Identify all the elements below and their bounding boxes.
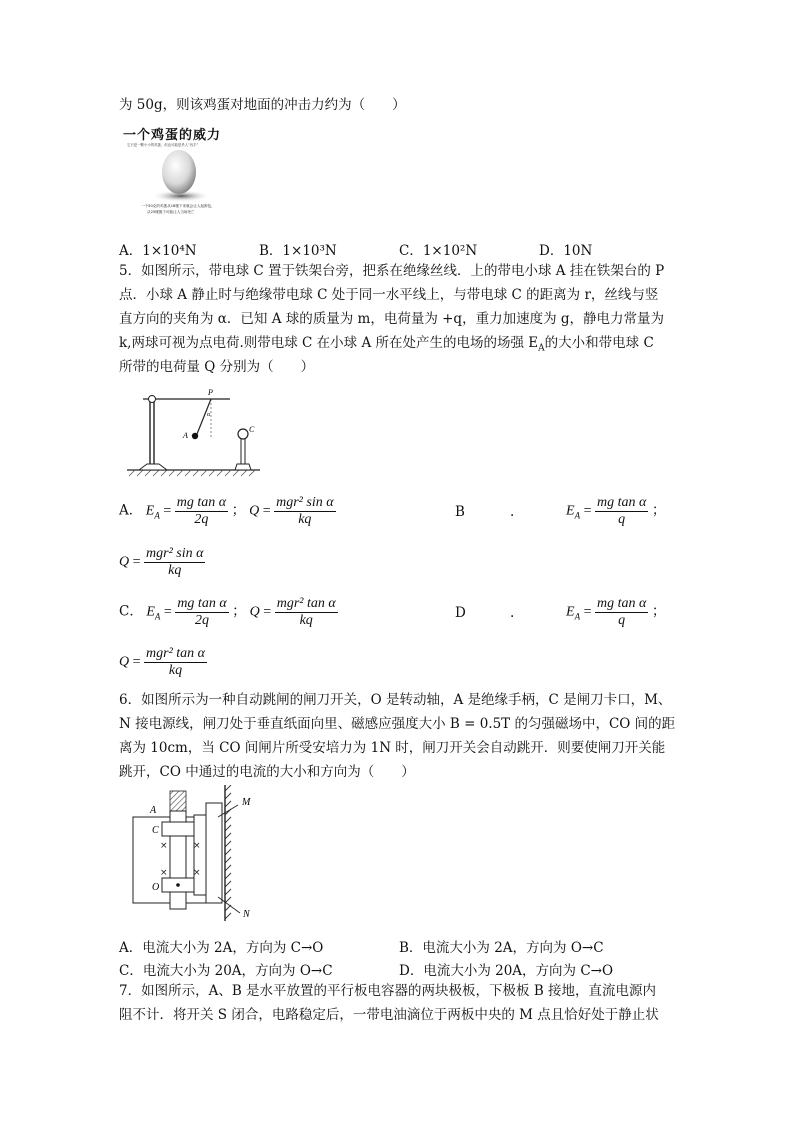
q5-option-d-e[interactable] bbox=[566, 596, 666, 629]
label-m: M bbox=[242, 797, 251, 808]
q5-d-eq2: = bbox=[129, 654, 145, 670]
pivot-dot bbox=[176, 883, 180, 887]
q5-line-4-sub: A bbox=[538, 343, 545, 354]
clip-c bbox=[162, 822, 194, 836]
poster-subtitle: 它只是一颗小小的鸡蛋，但也可能是杀人“凶手” bbox=[127, 143, 199, 147]
q5-line-4-head: k,两球可视为点电荷.则带电球 C 在小球 A 所在处产生的电场的场强 E bbox=[119, 335, 539, 351]
q7-line-2: 阻不计．将开关 S 闭合，电路稳定后，一带电油滴位于两板中央的 M 点且恰好处于静止状 bbox=[119, 1007, 659, 1023]
q5-c-frac-e bbox=[175, 596, 228, 629]
q5-b-semi: ； bbox=[651, 503, 666, 519]
poster-title: 一个鸡蛋的威力 bbox=[123, 128, 222, 143]
handle-hatched bbox=[170, 791, 186, 811]
q5-c-e: E bbox=[146, 604, 155, 620]
poster-caption-1: 一个50克的鸡蛋从18楼下来就会让人起肿包， bbox=[141, 204, 215, 208]
poster-caption-2: 从25楼抛下可能让人当场死亡 bbox=[147, 210, 195, 214]
q5-b-e: E bbox=[566, 503, 575, 519]
q5-option-d-dot: . bbox=[510, 605, 515, 621]
contact-block bbox=[194, 815, 206, 895]
q5-b-frac-q bbox=[144, 546, 205, 579]
q5-c-den-e: 2q bbox=[194, 613, 209, 628]
label-alpha: α bbox=[207, 412, 211, 418]
q5-option-c[interactable] bbox=[119, 596, 338, 629]
egg-poster-image bbox=[121, 122, 241, 224]
q5-b-e-sub: A bbox=[574, 510, 581, 521]
q4-text: 为 50g，则该鸡蛋对地面的冲击力约为（ ） bbox=[119, 97, 406, 113]
label-o: O bbox=[152, 882, 160, 893]
q5-line-3: 直方向的夹角为 α．已知 A 球的质量为 m，电荷量为 +q，重力加速度为 g，静电力常量为 bbox=[119, 311, 665, 327]
q5-d-num-e: mg tan α bbox=[596, 596, 647, 611]
q5-b-eq2: = bbox=[129, 554, 145, 570]
q4-option-b[interactable]: B．1×10³N bbox=[259, 243, 337, 259]
q5-option-b-dot: . bbox=[510, 504, 515, 520]
label-a: A bbox=[150, 805, 157, 816]
svg-text:×: × bbox=[193, 868, 201, 878]
q6-figure bbox=[128, 785, 268, 921]
q5-line-4 bbox=[119, 334, 654, 358]
q4-option-a[interactable]: A．1×10⁴N bbox=[119, 243, 197, 259]
q5-c-frac-q bbox=[275, 596, 338, 629]
q5-c-eq2: = bbox=[259, 604, 275, 620]
c-stand-base bbox=[235, 464, 251, 470]
svg-text:×: × bbox=[160, 841, 168, 851]
q5-c-semi: ； bbox=[232, 604, 247, 620]
svg-text:×: × bbox=[160, 868, 168, 878]
q5-a-frac-e bbox=[175, 495, 228, 528]
q5-b-num-e: mg tan α bbox=[596, 495, 647, 510]
q5-d-den-e: q bbox=[618, 613, 626, 628]
q5-b-frac-e bbox=[595, 495, 648, 528]
label-p: P bbox=[208, 388, 213, 397]
q5-d-den-q: kq bbox=[168, 663, 183, 678]
q5-line-2: 点．小球 A 静止时与绝缘带电球 C 处于同一水平线上，与带电球 C 的距离为 r，丝线与竖 bbox=[119, 287, 659, 303]
q5-b-q: Q bbox=[119, 554, 130, 570]
q5-a-e-sub: A bbox=[154, 510, 160, 521]
q5-c-e-sub: A bbox=[154, 611, 161, 622]
q5-b-den-q: kq bbox=[168, 563, 182, 578]
q7-line-1: 7．如图所示，A、B 是水平放置的平行板电容器的两块极板，下极板 B 接地，直流电源内 bbox=[119, 983, 657, 999]
ball-a bbox=[192, 433, 198, 439]
q5-d-semi: ； bbox=[651, 604, 666, 620]
q5-a-frac-q bbox=[274, 495, 335, 528]
q5-option-b-label[interactable]: B bbox=[455, 504, 465, 520]
q5-c-den-q: kq bbox=[299, 613, 313, 628]
q6-figure-svg bbox=[128, 785, 268, 921]
q5-line-4-tail: 的大小和带电球 C bbox=[544, 335, 654, 351]
q5-option-a[interactable] bbox=[119, 495, 336, 528]
q5-figure-svg bbox=[125, 384, 265, 478]
q5-c-eq1: = bbox=[160, 604, 176, 620]
q5-option-b-q[interactable] bbox=[119, 546, 205, 579]
label-a: A bbox=[183, 431, 188, 440]
q6-line-2: N 接电源线，闸刀处于垂直纸面向里、磁感应强度大小 B = 0.5T 的匀强磁场中，CO 间的距 bbox=[119, 716, 676, 732]
q5-d-num-q: mgr² tan α bbox=[146, 646, 206, 661]
q5-a-eq1: = bbox=[159, 503, 175, 519]
q5-d-frac-e bbox=[595, 596, 648, 629]
q6-option-c[interactable]: C．电流大小为 20A，方向为 O→C bbox=[119, 963, 333, 979]
q5-a-den-q: kq bbox=[298, 512, 312, 527]
q5-d-frac-q bbox=[144, 646, 207, 679]
q5-a-num-q: mgr² sin α bbox=[276, 495, 334, 510]
label-n: N bbox=[243, 909, 250, 920]
svg-text:×: × bbox=[193, 841, 201, 851]
label-c: C bbox=[249, 425, 255, 434]
ball-c bbox=[238, 429, 248, 439]
q5-a-num-e: mg tan α bbox=[176, 495, 227, 510]
q5-option-b-e[interactable] bbox=[566, 495, 666, 528]
q5-b-eq1: = bbox=[580, 503, 595, 519]
q4-option-c[interactable]: C．1×10²N bbox=[399, 243, 478, 259]
q4-option-d[interactable]: D．10N bbox=[539, 243, 593, 259]
stand-clamp bbox=[149, 396, 156, 403]
q5-option-d-label[interactable]: D bbox=[455, 605, 466, 621]
insulator-block bbox=[206, 803, 222, 903]
ground-hatch bbox=[129, 470, 255, 476]
wall-hatch bbox=[225, 785, 231, 919]
label-c: C bbox=[152, 825, 159, 836]
q5-b-num-q: mgr² sin α bbox=[146, 546, 204, 561]
q5-a-semi: ； bbox=[231, 503, 246, 519]
q5-a-eq2: = bbox=[259, 503, 275, 519]
q6-line-3: 离为 10cm，当 CO 间闸片所受安培力为 1N 时，闸刀开关会自动跳开．则要使闸刀开关能 bbox=[119, 740, 666, 756]
q6-option-a[interactable]: A．电流大小为 2A，方向为 C→O bbox=[119, 940, 324, 956]
q5-line-5: 所带的电荷量 Q 分别为（ ） bbox=[119, 359, 315, 375]
q5-a-q: Q bbox=[249, 503, 260, 519]
q6-option-b[interactable]: B．电流大小为 2A，方向为 O→C bbox=[399, 940, 604, 956]
q5-option-a-label: A． bbox=[119, 502, 143, 519]
stand-base bbox=[139, 464, 167, 470]
egg-shape bbox=[162, 150, 196, 194]
q5-d-e: E bbox=[566, 604, 575, 620]
q5-line-1: 5．如图所示，带电球 C 置于铁架台旁，把系在绝缘丝线．上的带电小球 A 挂在铁架台的 P bbox=[119, 263, 665, 279]
q5-d-e-sub: A bbox=[574, 611, 581, 622]
q5-c-q: Q bbox=[249, 604, 260, 620]
q6-line-4: 跳开，CO 中通过的电流的大小和方向为（ ） bbox=[119, 764, 415, 780]
q5-figure bbox=[125, 384, 265, 478]
q5-b-den-e: q bbox=[618, 512, 626, 527]
q5-d-eq1: = bbox=[580, 604, 595, 620]
q5-a-e: E bbox=[145, 503, 155, 519]
q5-d-q: Q bbox=[119, 654, 130, 670]
q5-option-c-label: C． bbox=[119, 603, 143, 620]
q6-line-1: 6．如图所示为一种自动跳闸的闸刀开关，O 是转动轴，A 是绝缘手柄，C 是闸刀卡口，M、 bbox=[119, 692, 672, 708]
q6-option-d[interactable]: D．电流大小为 20A，方向为 C→O bbox=[399, 963, 614, 979]
q5-c-num-q: mgr² tan α bbox=[276, 596, 336, 611]
q5-c-num-e: mg tan α bbox=[177, 596, 227, 611]
q5-option-d-q[interactable] bbox=[119, 646, 207, 679]
q5-a-den-e: 2q bbox=[194, 512, 209, 527]
